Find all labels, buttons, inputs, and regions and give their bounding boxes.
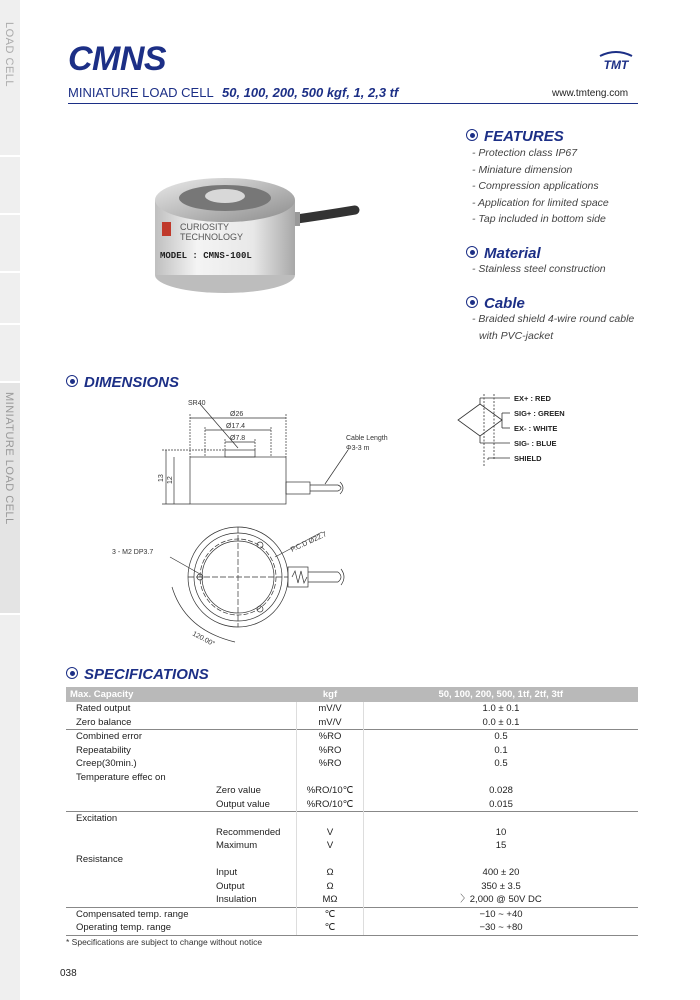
spec-row	[66, 907, 638, 921]
spec-row	[66, 771, 638, 785]
spec-param: Temperature effec on	[76, 771, 166, 783]
spec-subparam: Output	[216, 880, 245, 892]
features-heading: FEATURES	[466, 128, 564, 145]
spec-header-unit: kgf	[297, 687, 364, 702]
spec-value: 350 ± 3.5	[364, 880, 639, 894]
spec-unit: Ω	[297, 880, 364, 894]
spec-unit: %RO	[297, 744, 364, 758]
spec-unit: V	[297, 826, 364, 840]
bullet-circle-icon	[466, 296, 478, 308]
spec-param: Combined error	[66, 730, 216, 744]
label-angle: 120.00°	[191, 630, 216, 649]
spec-header-param: Max. Capacity	[66, 687, 297, 702]
wiring-diagram	[440, 392, 640, 472]
bullet-circle-icon	[66, 667, 78, 679]
side-tab-blank-2	[0, 215, 20, 271]
spec-unit: mV/V	[297, 702, 364, 716]
wire-shield: SHIELD	[514, 454, 542, 463]
spec-row	[66, 730, 638, 744]
spec-subparam	[216, 907, 297, 921]
spec-subparam: Maximum	[216, 840, 258, 851]
spec-subparam	[216, 921, 297, 935]
feature-item: - Miniature dimension	[472, 163, 573, 176]
spec-param	[66, 893, 216, 907]
logo-text: TMT	[603, 58, 629, 72]
spec-unit: %RO	[297, 730, 364, 744]
spec-value: 〉2,000 @ 50V DC	[364, 893, 639, 907]
spec-body	[66, 702, 638, 935]
spec-unit: %RO/10℃	[297, 798, 364, 812]
side-label-miniature: MINIATURE LOAD CELL	[3, 392, 15, 525]
label-pcd: P.C.D Ø22.7	[289, 531, 328, 554]
material-item: - Stainless steel construction	[472, 263, 606, 275]
spec-unit: %RO/10℃	[297, 784, 364, 798]
spec-value: 0.5	[364, 730, 639, 744]
spec-table	[66, 687, 638, 936]
spec-value: 0.0 ± 0.1	[364, 716, 639, 730]
features-list	[472, 145, 609, 228]
spec-param	[66, 880, 216, 894]
spec-unit: mV/V	[297, 716, 364, 730]
spec-param	[66, 798, 216, 812]
cable-heading: Cable	[466, 295, 525, 312]
spec-header-row	[66, 687, 638, 702]
spec-param: Rated output	[76, 703, 131, 714]
spec-row	[66, 921, 638, 935]
tmt-logo	[598, 50, 634, 72]
spec-value	[364, 812, 639, 826]
spec-row	[66, 866, 638, 880]
page-title: CMNS	[68, 40, 167, 78]
spec-param: Repeatability	[76, 744, 131, 756]
spec-value: 400 ± 20	[364, 866, 639, 880]
spec-value: 15	[364, 839, 639, 853]
feature-item: - Application for limited space	[472, 196, 609, 209]
bullet-circle-icon	[466, 246, 478, 258]
dimensions-heading: DIMENSIONS	[66, 374, 179, 391]
spec-row	[66, 702, 638, 716]
spec-row	[66, 839, 638, 853]
spec-subparam	[216, 744, 297, 758]
spec-subparam	[216, 702, 297, 716]
spec-row	[66, 826, 638, 840]
spec-row	[66, 716, 638, 730]
spec-param	[66, 839, 216, 853]
spec-param: Compensated temp. range	[66, 907, 216, 921]
spec-row	[66, 880, 638, 894]
spec-unit: MΩ	[297, 893, 364, 907]
spec-row	[66, 744, 638, 758]
spec-unit: %RO	[297, 757, 364, 771]
spec-row	[66, 853, 638, 867]
label-d26: Ø26	[230, 411, 244, 418]
wire-ex-minus: EX- : WHITE	[514, 424, 558, 433]
side-tab-blank-1	[0, 157, 20, 213]
label-h13: 13	[158, 474, 165, 482]
wire-sig-plus: SIG+ : GREEN	[514, 409, 565, 418]
material-heading: Material	[466, 245, 541, 262]
spec-value	[364, 853, 639, 867]
spec-row	[66, 784, 638, 798]
spec-value: 0.015	[364, 798, 639, 812]
label-d174: Ø17.4	[226, 423, 246, 430]
spec-row	[66, 812, 638, 826]
spec-subparam: Recommended	[216, 826, 281, 838]
dimension-drawing	[110, 392, 388, 657]
spec-subparam	[216, 853, 297, 867]
website: www.tmteng.com	[552, 88, 629, 99]
spec-param	[66, 784, 216, 798]
spec-subparam	[216, 716, 297, 730]
spec-param: Zero balance	[76, 716, 132, 728]
cable-item: with PVC-jacket	[479, 329, 554, 342]
spec-unit	[297, 771, 364, 785]
spec-subparam: Insulation	[216, 894, 257, 905]
spec-unit	[297, 812, 364, 826]
capacity-range: 50, 100, 200, 500 kgf, 1, 2,3 tf	[222, 85, 399, 100]
spec-unit: Ω	[297, 866, 364, 880]
spec-value: 0.028	[364, 784, 639, 798]
spec-subparam	[216, 730, 297, 744]
spec-param	[66, 826, 216, 840]
bullet-circle-icon	[66, 375, 78, 387]
spec-value: 0.5	[364, 757, 639, 771]
spec-subparam	[216, 812, 297, 826]
cable-list	[472, 311, 634, 344]
spec-value: 0.1	[364, 744, 639, 758]
side-label-load-cell: LOAD CELL	[3, 22, 15, 88]
wire-sig-minus: SIG- : BLUE	[514, 439, 557, 448]
label-d78: Ø7.8	[230, 435, 246, 442]
spec-param	[66, 866, 216, 880]
label-sr40: SR40	[188, 400, 206, 407]
feature-item: - Tap included in bottom side	[472, 213, 606, 225]
side-tab-blank-3	[0, 273, 20, 323]
spec-param: Excitation	[66, 812, 216, 826]
spec-subparam: Output value	[216, 798, 270, 810]
material-list	[472, 261, 606, 278]
spec-row	[66, 893, 638, 907]
spec-value: −10 ~ +40	[364, 907, 639, 921]
spec-subparam	[216, 771, 297, 785]
cable-item: - Braided shield 4-wire round cable	[472, 313, 635, 325]
feature-item: - Compression applications	[472, 180, 599, 192]
specifications-heading: SPECIFICATIONS	[66, 666, 209, 683]
product-photo	[150, 160, 370, 300]
label-cable-length: Cable Length	[346, 435, 388, 442]
footnote: * Specifications are subject to change without notice	[66, 937, 263, 947]
wire-ex-plus: EX+ : RED	[514, 394, 551, 403]
photo-brand-2: TECHNOLOGY	[180, 232, 244, 242]
page-number: 038	[60, 968, 77, 979]
photo-model-label: MODEL : CMNS-100L	[160, 251, 252, 261]
spec-param: Operating temp. range	[66, 921, 216, 935]
label-h12: 12	[167, 476, 174, 484]
spec-value: −30 ~ +80	[364, 921, 639, 935]
side-tab-blank-4	[0, 325, 20, 381]
spec-param: Creep(30min.)	[76, 758, 137, 769]
bullet-circle-icon	[466, 129, 478, 141]
spec-row	[66, 798, 638, 812]
photo-brand-1: CURIOSITY	[180, 222, 230, 232]
spec-value: 1.0 ± 0.1	[364, 702, 639, 716]
spec-subparam: Zero value	[216, 785, 261, 796]
feature-item: - Protection class IP67	[472, 147, 578, 159]
subtitle: MINIATURE LOAD CELL	[68, 85, 214, 100]
spec-unit: ℃	[297, 907, 364, 921]
spec-value	[364, 771, 639, 785]
spec-row	[66, 757, 638, 771]
label-cable-dia: Φ3-3 m	[346, 445, 370, 452]
label-tap: 3 - M2 DP3.7	[112, 549, 154, 556]
spec-unit: ℃	[297, 921, 364, 935]
spec-param: Resistance	[76, 853, 123, 865]
spec-unit	[297, 853, 364, 867]
spec-subparam: Input	[216, 867, 238, 878]
spec-value: 10	[364, 826, 639, 840]
side-tab-blank-5	[0, 615, 20, 1000]
spec-header-value: 50, 100, 200, 500, 1tf, 2tf, 3tf	[364, 687, 639, 702]
spec-subparam	[216, 757, 297, 771]
spec-unit: V	[297, 839, 364, 853]
